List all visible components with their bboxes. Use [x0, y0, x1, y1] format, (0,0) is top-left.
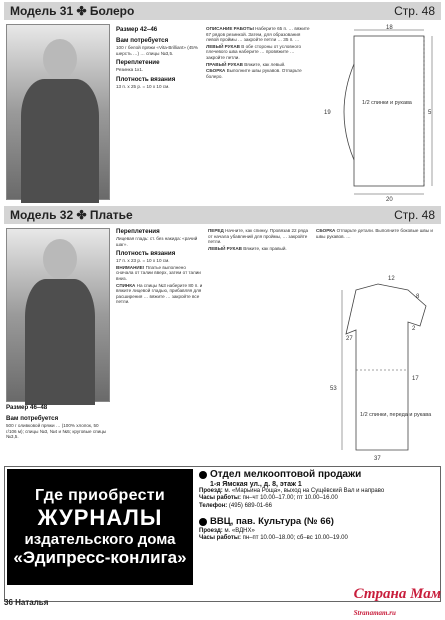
model32-diagram-label-e: 2	[412, 326, 416, 332]
dealer-ad	[4, 466, 441, 602]
bullet-icon	[199, 518, 207, 526]
model32-materials: 500 г оливковой пряжи … (100% хлопок, 50 г/106 м); спицы №3, №4 и №5; круговые спицы №3,5.	[6, 423, 107, 440]
model32-note: Платье выполнено сначала от талии вверх, затем от талии вниз.	[116, 264, 201, 281]
model32-diagram-label-g: 37	[374, 456, 381, 462]
model31-title: Модель 31 ✤ Болеро	[10, 4, 135, 18]
model32-diagram-label-a: 12	[388, 276, 395, 282]
model32-column-info	[116, 228, 204, 464]
ad-line2: ЖУРНАЛЫ	[37, 504, 163, 530]
model32-page-ref: Стр. 48	[394, 208, 435, 222]
model31-desc: Наберите 65 п. … вяжите 67 рядов резинкой. Затем, для образования левой проймы … закройте петли … 35 п. …	[206, 26, 310, 43]
model31-diagram-label-top: 18	[386, 25, 393, 31]
model32-header	[4, 206, 441, 224]
ad-vvc-hours-label: Часы работы:	[199, 535, 241, 542]
model32-pattern-head: Переплетения	[116, 228, 160, 235]
model31-right-sleeve-head: ПРАВЫЙ РУКАВ	[206, 61, 243, 67]
ad-line4: «Эдипресс-конлига»	[13, 547, 187, 567]
model32-diagram	[316, 270, 442, 462]
ad-vvc-directions-label: Проезд:	[199, 527, 223, 534]
model32-back-head: СПИНКА	[116, 282, 136, 288]
model31-diagram-label-side: 5	[428, 110, 432, 116]
model32-column-assembly	[316, 228, 440, 268]
model31-materials-head: Вам потребуется	[116, 37, 169, 44]
model31-gauge-head: Плотность вязания	[116, 75, 176, 83]
model32-gauge: 17 п. x 23 р. = 10 x 10 см.	[116, 258, 170, 264]
ad-address1: 1-я Ямская ул., д. 8, этаж 1	[210, 481, 302, 488]
model32-diagram-label-b: 8	[416, 294, 420, 300]
model32-title: Модель 32 ✤ Платье	[10, 208, 133, 222]
model32-diagram-label-d: 27	[346, 336, 353, 342]
model31-diagram-label-bottom: 20	[386, 197, 393, 203]
model31-left-sleeve: В обе стороны от условного плечевого шва наберите … провяжите … закройте петли.	[206, 43, 302, 60]
ad-line1: Где приобрести	[34, 486, 166, 504]
model32-size: Размер 46–48	[6, 404, 48, 411]
model32-front: Начните, как спинку. Провязав 22 ряда от начала убавлений для проймы, … закройте петли.	[208, 228, 309, 245]
model31-size: Размер 42–46	[116, 26, 158, 33]
page-footer: 36 Наталья	[4, 598, 49, 607]
model31-diagram-label-left: 19	[324, 110, 331, 116]
model32-left-sleeve-head: ЛЕВЫЙ РУКАВ	[208, 245, 242, 251]
ad-phone: (495) 689-01-66	[228, 502, 272, 509]
model31-column-instructions	[206, 26, 310, 202]
model32-gauge-head: Плотность вязания	[116, 250, 176, 258]
bullet-icon	[199, 471, 207, 479]
watermark-text: Страна Мам	[353, 586, 441, 602]
model32-pattern: Лицевая гладь: ст. без накида: «рачий шаг».	[116, 236, 198, 247]
model32-diagram-label-c: 53	[330, 386, 337, 392]
model31-photo	[6, 24, 110, 200]
model31-diagram	[314, 24, 440, 202]
model32-column-instructions	[208, 228, 312, 464]
model31-page-ref: Стр. 48	[394, 4, 435, 18]
model31-header	[4, 2, 441, 20]
ad-dept: Отдел мелкооптовой продажи	[210, 469, 362, 480]
model31-pattern-head: Переплетение	[116, 59, 160, 67]
model31-assembly: Выполните швы рукавов. Отпарьте болеро.	[206, 68, 302, 79]
model32-back: На спицы №3 наберите 80 п. и вяжите лицевой гладью, прибавляя для расширения … вяжите … закройте все петли.	[116, 282, 203, 305]
model31-pattern: Резинка 1x1.	[116, 67, 144, 73]
model32-materials-head: Вам потребуется	[6, 415, 59, 422]
model32-assembly-head: СБОРКА	[316, 228, 336, 233]
ad-vvc-directions: м. «ВДНХ»	[224, 527, 255, 534]
ad-phone-label: Телефон:	[199, 502, 228, 509]
model32-diagram-label-f: 17	[412, 376, 419, 382]
ad-vvc-hours: пн–пт 10.00–18.00; сб–вс 10.00–19.00	[242, 535, 348, 542]
model31-right-sleeve: Вяжите, как левый.	[244, 61, 286, 67]
ad-black-block	[7, 469, 193, 585]
model31-diagram-label-mid: 1/2 спинки и рукава	[362, 100, 412, 106]
ad-directions: м. «Марьина Роща», выход на Сущёвский Вал и направо	[224, 488, 385, 495]
model32-note-head: ВНИМАНИЕ!	[116, 264, 145, 270]
model32-diagram-label-mid: 1/2 спинки, переда и рукава	[360, 412, 432, 418]
model31-assembly-head: СБОРКА	[206, 68, 226, 74]
model31-desc-head: ОПИСАНИЕ РАБОТЫ	[206, 26, 254, 31]
ad-hours: пн–чт 10.00–17.00; пт 10.00–16.00	[242, 495, 338, 502]
model31-gauge: 13 п. x 25 р. = 10 x 10 см.	[116, 83, 170, 89]
watermark-sub: Stranamam.ru	[353, 609, 396, 617]
model31-materials: 100 г белой пряжи «Vita-Brilliant» (45% шерсть …) … спицы №3,5.	[116, 45, 198, 56]
model31-column-info	[116, 26, 202, 202]
model31-left-sleeve-head: ЛЕВЫЙ РУКАВ	[206, 43, 240, 49]
ad-directions-label: Проезд:	[199, 488, 223, 495]
model32-column-materials	[6, 404, 110, 464]
site-watermark	[354, 586, 441, 620]
model32-photo	[6, 228, 110, 402]
ad-hours-label: Часы работы:	[199, 495, 241, 502]
ad-line3: издательского дома	[24, 530, 176, 548]
model32-left-sleeve: Вяжите, как правый.	[243, 245, 287, 251]
model32-front-head: ПЕРЕД	[208, 228, 224, 233]
ad-details	[199, 469, 439, 542]
ad-vvc: ВВЦ, пав. Культура (№ 66)	[210, 515, 334, 527]
model32-assembly: Отпарьте детали. Выполните боковые швы и швы рукавов. …	[316, 228, 433, 239]
